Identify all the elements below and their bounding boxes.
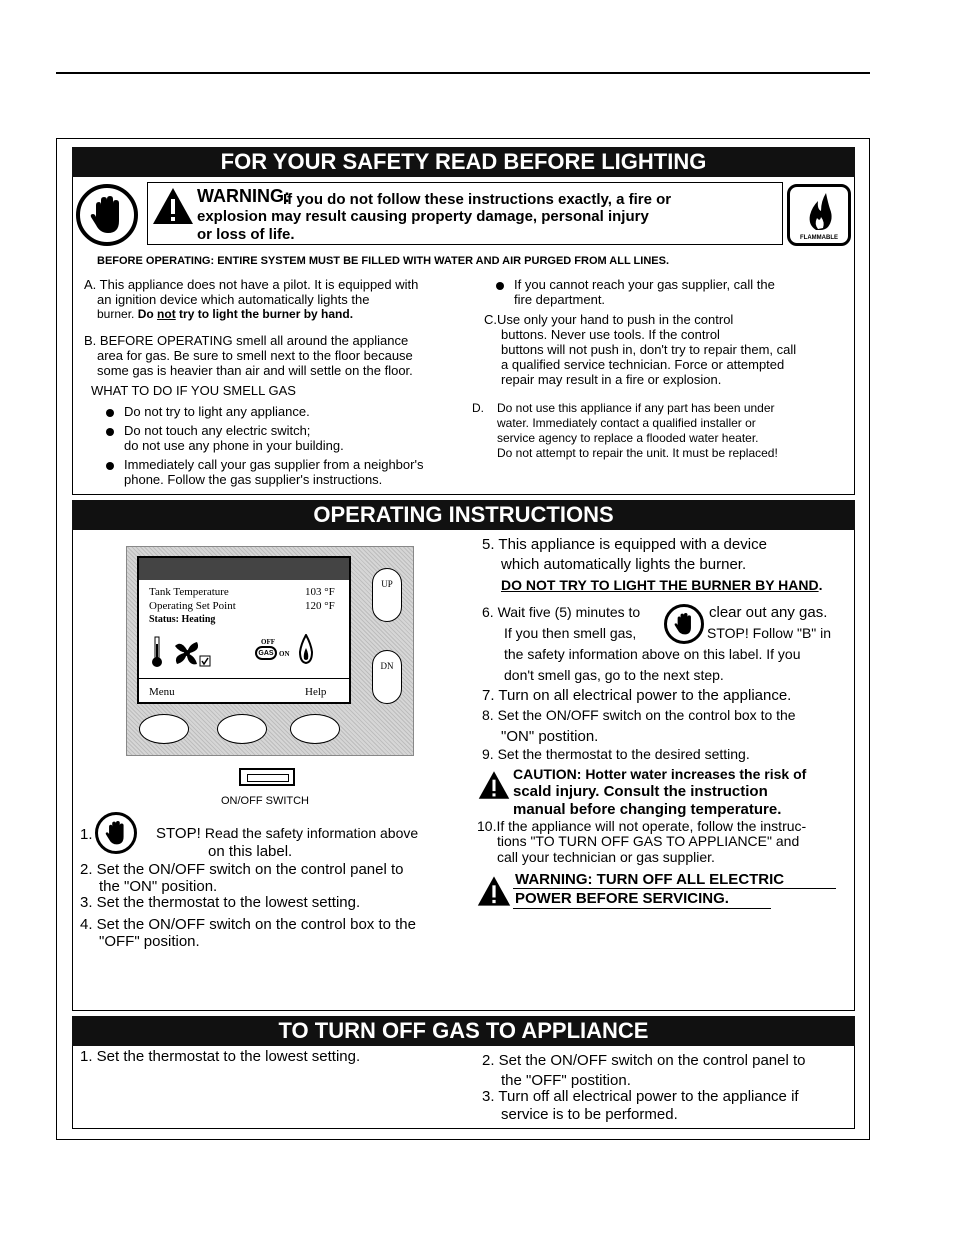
step-6-line-2-start: If you then smell gas, bbox=[504, 625, 637, 641]
setpoint-value: 120 °F bbox=[305, 600, 335, 612]
fan-icon bbox=[173, 640, 213, 670]
item-d-line-3: service agency to replace a flooded water heater. bbox=[497, 431, 759, 445]
bullet-4: If you cannot reach your gas supplier, call the bbox=[496, 277, 775, 292]
turnoff-step-2-line-1: 2. Set the ON/OFF switch on the control panel to bbox=[482, 1052, 806, 1069]
down-button[interactable]: DN bbox=[372, 650, 402, 704]
step-6-line-1-end: clear out any gas. bbox=[709, 604, 828, 621]
step-6-line-1-start: 6. Wait five (5) minutes to bbox=[482, 604, 641, 620]
before-operating-note: BEFORE OPERATING: ENTIRE SYSTEM MUST BE FILLED WITH WATER AND AIR PURGED FROM ALL LINES. bbox=[97, 255, 669, 267]
bullet-2-cont: do not use any phone in your building. bbox=[124, 438, 344, 453]
item-d-label: D. bbox=[472, 401, 484, 415]
flammable-icon bbox=[787, 184, 851, 246]
step-10-line-3: call your technician or gas supplier. bbox=[497, 849, 715, 865]
step-8-line-2: "ON" postition. bbox=[501, 728, 599, 745]
step-9: 9. Set the thermostat to the desired setting. bbox=[482, 746, 750, 762]
step-2-line-2: the "ON" position. bbox=[99, 878, 218, 895]
setpoint-label: Operating Set Point bbox=[149, 600, 236, 612]
stop-hand-small-icon bbox=[95, 812, 137, 854]
step-2-line-1: 2. Set the ON/OFF switch on the control panel to bbox=[80, 861, 404, 878]
warning-line-1: If you do not follow these instructions exactly, a fire or bbox=[283, 191, 672, 208]
stop-hand-icon bbox=[76, 184, 138, 246]
turnoff-step-3-line-2: service is to be performed. bbox=[501, 1106, 678, 1123]
item-d-line-4: Do not attempt to repair the unit. It must be replaced! bbox=[497, 446, 778, 460]
onoff-switch-label: ON/OFF SWITCH bbox=[221, 795, 309, 807]
display-divider bbox=[139, 678, 349, 679]
warning-line-3: or loss of life. bbox=[197, 226, 295, 243]
turnoff-step-2-line-2: the "OFF" postition. bbox=[501, 1072, 631, 1089]
warning-triangle-small-icon bbox=[477, 875, 511, 907]
tank-temp-label: Tank Temperature bbox=[149, 586, 229, 598]
top-rule bbox=[56, 72, 870, 74]
item-a-line-1: A. This appliance does not have a pilot. It is equipped with bbox=[84, 277, 419, 292]
bullet-2: Do not touch any electric switch; bbox=[106, 423, 310, 438]
warning-word: WARNING: bbox=[197, 186, 290, 206]
help-softkey-label: Help bbox=[305, 686, 327, 698]
help-softkey-button[interactable] bbox=[290, 714, 340, 744]
step-4-line-2: "OFF" position. bbox=[99, 933, 200, 950]
warning-triangle-icon bbox=[152, 187, 194, 225]
step-1-line-2: on this label. bbox=[208, 843, 293, 860]
smell-gas-heading: WHAT TO DO IF YOU SMELL GAS bbox=[91, 383, 296, 398]
step-8-line-1: 8. Set the ON/OFF switch on the control box to the bbox=[482, 707, 796, 723]
item-b-line-2: area for gas. Be sure to smell next to the floor because bbox=[97, 348, 413, 363]
warning-line-2: explosion may result causing property damage, personal injury bbox=[197, 208, 649, 225]
display-title-bar bbox=[139, 558, 349, 580]
operating-header: OPERATING INSTRUCTIONS bbox=[72, 500, 855, 530]
turnoff-header: TO TURN OFF GAS TO APPLIANCE bbox=[72, 1016, 855, 1046]
thermometer-icon bbox=[151, 636, 163, 668]
step-10-line-2: tions "TO TURN OFF GAS TO APPLIANCE" and bbox=[497, 833, 800, 849]
item-b-line-1: B. BEFORE OPERATING smell all around the appliance bbox=[84, 333, 409, 348]
step-6-line-4: don't smell gas, go to the next step. bbox=[504, 667, 724, 683]
power-warning-line-1: WARNING: TURN OFF ALL ELECTRIC bbox=[515, 871, 785, 888]
item-c-line-5: repair may result in a fire or explosion. bbox=[501, 372, 722, 387]
step-4-line-1: 4. Set the ON/OFF switch on the control box to the bbox=[80, 916, 416, 933]
menu-softkey-label: Menu bbox=[149, 686, 175, 698]
step-1-number: 1. bbox=[80, 826, 93, 843]
gas-off-label: OFF bbox=[261, 638, 275, 646]
item-b-line-3: some gas is heavier than air and will settle on the floor. bbox=[97, 363, 413, 378]
item-c-line-2: buttons. Never use tools. If the control bbox=[501, 327, 720, 342]
control-display bbox=[137, 556, 351, 704]
stop-hand-inline-icon bbox=[664, 604, 704, 644]
step-5-line-2: which automatically lights the burner. bbox=[501, 556, 747, 573]
onoff-switch-icon bbox=[239, 768, 295, 786]
middle-softkey-button[interactable] bbox=[217, 714, 267, 744]
bullet-4-cont: fire department. bbox=[514, 292, 606, 307]
caution-line-2: scald injury. Consult the instruction bbox=[513, 783, 768, 800]
power-warning-rule-1 bbox=[513, 888, 836, 889]
step-6-line-2-end: STOP! Follow "B" in bbox=[707, 625, 832, 641]
caution-line-3: manual before changing temperature. bbox=[513, 801, 782, 818]
step-5-line-3: DO NOT TRY TO LIGHT THE BURNER BY HAND. bbox=[501, 577, 823, 593]
bullet-3: Immediately call your gas supplier from a neighbor's bbox=[106, 457, 423, 472]
status-text: Status: Heating bbox=[149, 614, 216, 625]
item-c-line-4: a qualified service technician. Force or attempted bbox=[501, 357, 785, 372]
power-warning-rule-2 bbox=[513, 908, 771, 909]
tank-temp-value: 103 °F bbox=[305, 586, 335, 598]
power-warning-line-2: POWER BEFORE SERVICING. bbox=[515, 890, 729, 907]
turnoff-step-3-line-1: 3. Turn off all electrical power to the appliance if bbox=[482, 1088, 799, 1105]
step-10-line-1: 10.If the appliance will not operate, follow the instruc- bbox=[477, 818, 807, 834]
item-c-line-1: C.Use only your hand to push in the control bbox=[484, 312, 734, 327]
flame-icon bbox=[297, 634, 315, 664]
item-a-line-3: burner. Do not try to light the burner by hand. bbox=[97, 307, 354, 321]
flammable-label: FLAMMABLE bbox=[800, 235, 838, 241]
item-d-line-2: water. Immediately contact a qualified installer or bbox=[497, 416, 756, 430]
gas-valve-icon: GAS bbox=[255, 646, 277, 660]
caution-line-1: CAUTION: Hotter water increases the risk of bbox=[513, 766, 807, 782]
item-c-line-3: buttons will not push in, don't try to repair them, call bbox=[501, 342, 797, 357]
turnoff-step-1: 1. Set the thermostat to the lowest setting. bbox=[80, 1048, 361, 1065]
step-7: 7. Turn on all electrical power to the appliance. bbox=[482, 687, 792, 704]
step-3: 3. Set the thermostat to the lowest setting. bbox=[80, 894, 361, 911]
up-button[interactable]: UP bbox=[372, 568, 402, 622]
step-5-line-1: 5. This appliance is equipped with a device bbox=[482, 536, 767, 553]
safety-header: FOR YOUR SAFETY READ BEFORE LIGHTING bbox=[72, 147, 855, 177]
caution-triangle-icon bbox=[478, 770, 510, 800]
menu-softkey-button[interactable] bbox=[139, 714, 189, 744]
step-6-line-3: the safety information above on this label. If you bbox=[504, 646, 801, 662]
item-a-line-2: an ignition device which automatically lights the bbox=[97, 292, 370, 307]
bullet-1: Do not try to light any appliance. bbox=[106, 404, 310, 419]
item-d-line-1: Do not use this appliance if any part has been under bbox=[497, 401, 775, 415]
gas-on-label: ON bbox=[279, 650, 290, 658]
step-1-line-1: STOP! Read the safety information above bbox=[156, 825, 419, 842]
bullet-3-cont: phone. Follow the gas supplier's instructions. bbox=[124, 472, 383, 487]
